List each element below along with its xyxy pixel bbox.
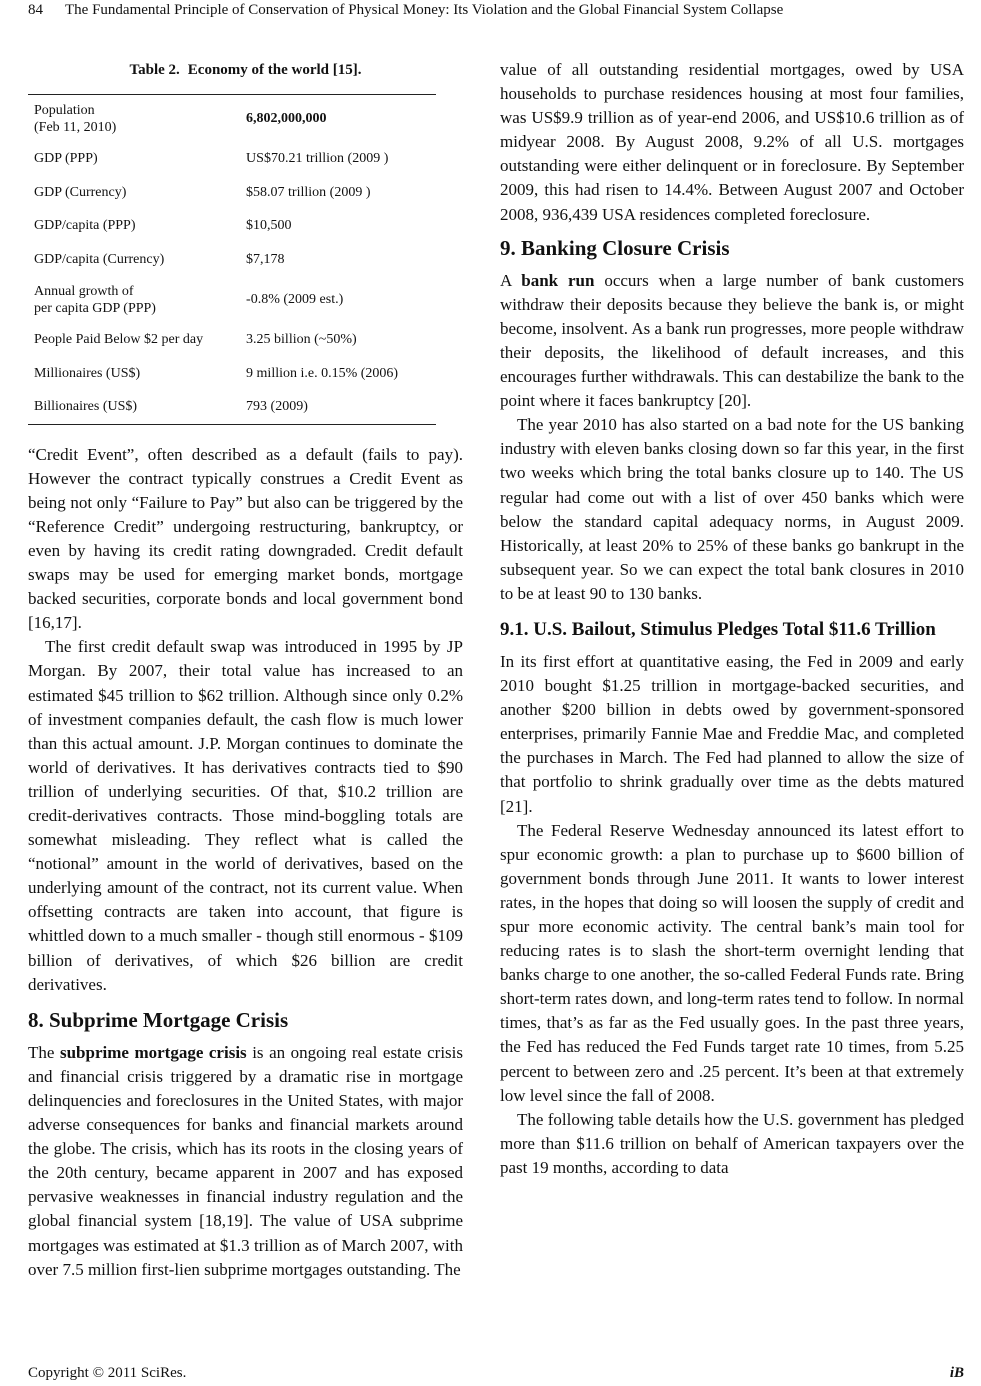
indicator-sublabel: (Feb 11, 2010)	[34, 119, 117, 135]
paragraph-table-intro: The following table details how the U.S. government has pledged more than $11.6 trillion on behalf of American taxpayers over the past 19 months, according to data	[500, 1109, 964, 1177]
table-label: Table 2.	[129, 62, 180, 78]
text-rest: occurs when a large number of bank customers withdraw their deposits because they believe the bank is, or might become, insolvent. As a bank run progresses, more people withdraw their deposits, the likelihood of default increases, and this encourages further withdrawals. This can destabilize the bank to the point where it faces bankruptcy [20].	[500, 270, 964, 411]
economy-table	[28, 94, 436, 425]
left-column	[0, 58, 463, 1282]
indicator-label: Billionaires (US$)	[34, 399, 138, 415]
text-bold-term: subprime mortgage crisis	[59, 1042, 247, 1062]
table-cell-indicator	[28, 209, 246, 243]
running-header	[28, 0, 958, 20]
table-row	[28, 243, 436, 277]
table-row	[28, 276, 436, 323]
paragraph-mortgages-value: value of all outstanding residential mortgages, owed by USA households to purchase residences housing at most four families, was US$9.9 trillion as of year-end 2006, and US$10.6 trillion as of midyear 2008. By August 2008, 9.2% of all U.S. mortgages outstanding were either delinquent or in foreclosure. By September 2009, this had risen to 14.4%. Between August 2007 and October 2008, 936,439 USA residences completed foreclosure.	[500, 60, 964, 224]
table-row	[28, 142, 436, 176]
text-rest: is an ongoing real estate crisis and financial crisis triggered by a dramatic rise in mortgage delinquencies and foreclosures in the United States, with major adverse consequences for banks and financial markets around the globe. The crisis, which has its roots in the closing years of the 20th century, became apparent in 2007 and has exposed pervasive weaknesses in financial industry regulation and the global financial system [18,19]. The value of USA subprime mortgages was estimated at $1.3 trillion as of March 2007, with over 7.5 million first-lien subprime mortgages outstanding. The	[28, 1042, 464, 1279]
text-lead: The	[28, 1042, 60, 1062]
table-row	[28, 209, 436, 243]
table-cell-value: 6,802,000,000	[246, 111, 327, 127]
text-bold-term: bank run	[521, 270, 595, 290]
table-cell-indicator	[28, 276, 246, 323]
paragraph-bank-run	[500, 269, 964, 414]
indicator-sublabel: per capita GDP (PPP)	[34, 300, 156, 316]
right-column	[500, 58, 964, 1180]
indicator-label: GDP (Currency)	[34, 184, 127, 200]
indicator-label: GDP/capita (PPP)	[34, 218, 136, 234]
table-cell-value: $10,500	[246, 218, 292, 234]
running-title: The Fundamental Principle of Conservation of Physical Money: Its Violation and the Global Financial System Collapse	[65, 2, 784, 18]
indicator-label: Population	[34, 102, 95, 118]
paragraph-bank-closures-2010: The year 2010 has also started on a bad note for the US banking industry with eleven banks closing down so far this year, in the first two weeks which bring the total banks closure up to 140. The US regular had come out with a list of over 450 banks which were below the standard capital adequacy norms, in August 2009. Historically, at least 20% to 25% of these banks go bankrupt in the subsequent year. So we can expect the total bank closures in 2010 to be at least 90 to 130 banks.	[500, 415, 964, 603]
indicator-label: People Paid Below $2 per day	[34, 332, 204, 348]
table-cell-value: $58.07 trillion (2009 )	[246, 184, 371, 200]
journal-abbrev: iB	[949, 1365, 964, 1381]
table-cell-indicator	[28, 357, 246, 391]
table-cell-value: 3.25 billion (~50%)	[246, 332, 357, 348]
indicator-label: GDP (PPP)	[34, 151, 98, 167]
table-row	[28, 176, 436, 210]
paragraph-cds-history: The first credit default swap was introduced in 1995 by JP Morgan. By 2007, their total value has increased to an estimated $45 trillion to $62 trillion. Although since only 0.2% of investment companies default, the cash flow is much lower than this actual amount. J.P. Morgan continues to dominate the world of derivatives. It has derivatives contracts tied to $90 trillion of underlying securities. Of that, $10.2 trillion are credit-derivatives contracts. Those mind-boggling totals are somewhat misleading. They reflect what is called the “notional” amount in the world of derivatives, based on the underlying amount of the contract, not its current value. When offsetting contracts are taken into account, that figure is whittled down to a much smaller - though still enormous - $109 billion of derivatives, of which $26 billion are credit derivatives.	[28, 637, 463, 994]
table-cell-indicator	[28, 390, 246, 424]
table-cell-value: 793 (2009)	[246, 399, 308, 415]
table-row	[28, 95, 436, 143]
subsection-heading-9-1: 9.1. U.S. Bailout, Stimulus Pledges Total $11.6 Trillion	[500, 618, 936, 640]
table-cell-indicator	[28, 243, 246, 277]
indicator-label: Millionaires (US$)	[34, 365, 141, 381]
table-cell-indicator	[28, 323, 246, 357]
table-cell-value: US$70.21 trillion (2009 )	[246, 151, 389, 167]
table-caption	[28, 58, 463, 82]
paragraph-fed-announcement: The Federal Reserve Wednesday announced its latest effort to spur economic growth: a plan to purchase up to $600 billion of government bonds through June 2011. It wants to lower interest rates, in the hopes that doing so will loosen the supply of credit and spur more economic activity. The central bank’s main tool for reducing rates is to slash the short-term overnight lending that banks charge to one another, the so-called Federal Funds rate. Bring short-term rates down, and long-term rates tend to follow. In normal times, that’s as far as the Fed usually goes. In the past three years, the Fed has reduced the Fed Funds target rate 10 times, from 5.25 percent to between zero and .25 percent. It’s been at that extremely low level since the fall of 2008.	[500, 820, 964, 1105]
table-cell-value: 9 million i.e. 0.15% (2006)	[246, 365, 399, 381]
table-title: Economy of the world [15].	[187, 62, 362, 78]
copyright-notice: Copyright © 2011 SciRes.	[28, 1365, 187, 1381]
page-number: 84	[28, 2, 43, 18]
indicator-label: GDP/capita (Currency)	[34, 251, 165, 267]
paragraph-credit-event: “Credit Event”, often described as a default (fails to pay). However the contract typically construes a Credit Event as being not only “Failure to Pay” but also can be triggered by the “Reference Credit” undergoing restructuring, bankruptcy, or even by having its credit rating downgraded. Credit default swaps may be used for emerging market bonds, mortgage backed securities, corporate bonds and local government bond [16,17].	[28, 444, 463, 633]
table-cell-value: -0.8% (2009 est.)	[246, 292, 344, 308]
table-cell-indicator	[28, 142, 246, 176]
table-row	[28, 390, 436, 424]
table-cell-indicator	[28, 95, 246, 143]
indicator-label: Annual growth of	[34, 283, 134, 299]
text-lead: A	[500, 270, 522, 290]
section-heading-8: 8. Subprime Mortgage Crisis	[28, 1007, 289, 1032]
paragraph-quantitative-easing: In its first effort at quantitative easing, the Fed in 2009 and early 2010 bought $1.25 trillion in mortgage-backed securities, and another $200 billion in debts owed by government-sponsored enterprises, primarily Fannie Mae and Freddie Mac, and completed the purchases in March. The Fed had planned to allow the size of that portfolio to shrink gradually over time as the debts matured [21].	[500, 651, 964, 816]
table-row	[28, 357, 436, 391]
table-cell-indicator	[28, 176, 246, 210]
page-footer	[28, 1365, 964, 1382]
paragraph-subprime	[28, 1041, 463, 1282]
table-row	[28, 323, 436, 357]
section-heading-9: 9. Banking Closure Crisis	[500, 235, 730, 260]
table-cell-value: $7,178	[246, 251, 285, 267]
